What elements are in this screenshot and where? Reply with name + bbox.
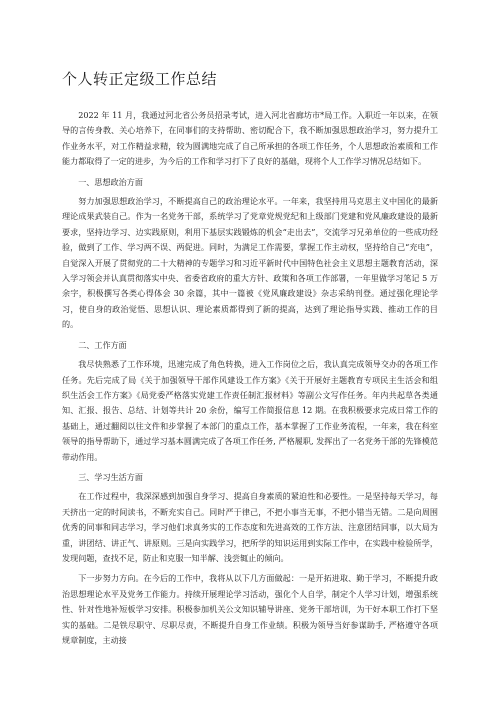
- section-body-work: 我尽快熟悉了工作环境，迅速完成了角色转换，进入工作岗位之后，我认真完成领导交办的各项工作任务。先后完成了局《关于加强领导干部作风建设工作方案》《关于开展好主题教育专项民主生活会和组织生活会工作方案》《局党委严格落实党建工作责任制汇报材料》等副公文写作任务。年内共起草各类通知、汇报、报告、总结、计划等共计 20 余份，编写工作简报信息 12 期。在我积极要求完成日常工作的基础上，通过翻阅以往文件和步掌握了本部门的重点工作，基本掌握了工作业务流程，一年来，我在科室领导的指导帮助下，通过学习基本圆满完成了各项工作任务, 严格履职, 发挥出了一名党务干部的先锋模范带动作用。: [62, 359, 438, 462]
- intro-paragraph: 2022 年 11 月，我通过河北省公务员招录考试，进入河北省廊坊市*局工作。入职近一年以来，在领导的言传身教、关心培养下，在同事们的支持帮助、密切配合下，我不断加强思想政治学习，努力提升工作业务水平，对工作精益求精，较为圆满地完成了自己所承担的各项工作任务，个人思想政治素质和工作能力都取得了一定的进步，为今后的工作和学习打下了良好的基础，现将个人工作学习情况总结如下。: [62, 110, 438, 167]
- section-heading-work: 二、工作方面: [78, 339, 127, 350]
- document-title: 个人转正定级工作总结: [62, 70, 218, 88]
- section-body-study: 在工作过程中，我深深感到加强自身学习、提高自身素质的紧迫性和必要性。一是坚持每天学习，每天挤出一定的时间读书，不断充实自己。同时严于律己，不把小事当无事，不把小错当无错。二是向周围优秀的同事和同志学习，学习他们求真务实的工作态度和先进高效的工作方法、注意团结同事，以大局为重，讲团结、讲正气、讲原则。三是向实践学习，把所学的知识运用到实际工作中，在实践中检验所学，发现问题，查找不足，防止和克服一知半解、浅尝辄止的倾向。: [62, 491, 438, 563]
- section-body-politics: 努力加强思想政治学习，不断提高自己的政治理论水平。一年来，我坚持用马克思主义中国化的最新理论成果武装自己。作为一名党务干部，系统学习了党章党规党纪和上级部门党建和党风廉政建设的最新要求，坚持边学习、边实践原则，利用下基层实践锻炼的机会“走出去”，交流学习兄弟单位的一些成功经验，做到了工作、学习两不误、两促进。同时，为满足工作需要，掌握工作主动权，坚持给自己“充电”，自觉深入开展了贯彻党的二十大精神的专题学习和习近平新时代中国特色社会主义思想主题教育活动，深入学习领会并认真贯彻落实中央、省委省政府的重大方针、政策和各项工作部署，一年里做学习笔记 5 万余字，积极撰写各类心得体会 30 余篇，其中一篇被《党风廉政建设》杂志采纳刊登。通过强化理论学习，使自身的政治觉悟、思想认识、理论素质都得到了新的提高，达到了理论指导实践、推动工作的目的。: [62, 196, 438, 330]
- section-heading-politics: 一、思想政治方面: [78, 176, 143, 187]
- section-heading-study: 三、学习生活方面: [78, 471, 143, 482]
- section-body-next-steps: 下一步努力方向。在今后的工作中，我将从以下几方面做起：一是开拓进取、勤于学习，不断提升政治思想理论水平及党务工作能力。持续开展理论学习活动，强化个人自学，制定个人学习计划，增强系统性、针对性地补短板学习安排。积极参加机关公文知识辅导讲座、党务干部培训，为干好本职工作打下坚实的基础。二是铁尽职守、尽职尽责，不断提升自身工作业绩。积极为领导当好参谋助手, 严格遵守各项规章制度，主动接: [62, 573, 438, 645]
